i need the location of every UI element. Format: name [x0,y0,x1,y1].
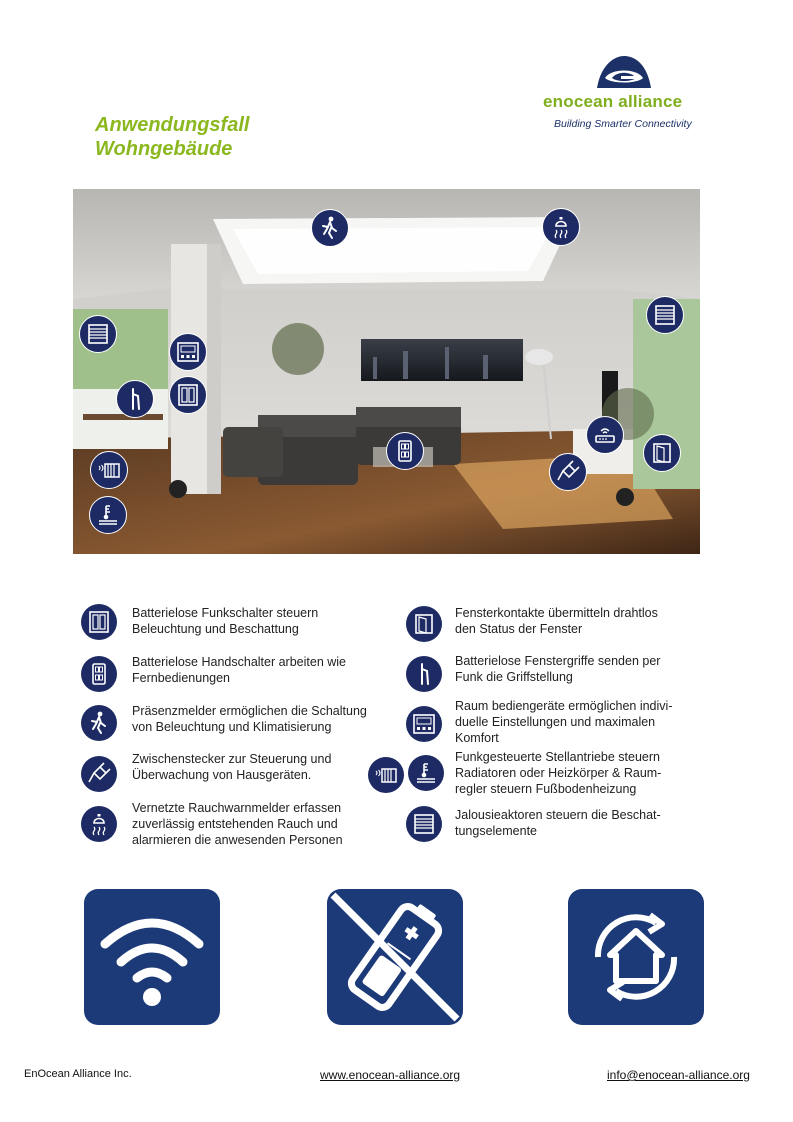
marker-floor-heating [89,496,127,534]
legend-text-blinds: Jalousieaktoren steuern die Beschat- tungselemente [455,808,661,838]
marker-window-contact [643,434,681,472]
sustainable-home-feature-tile [568,889,704,1025]
footer-company: EnOcean Alliance Inc. [24,1068,132,1080]
legend-text-radiator: Funkgesteuerte Stellantriebe steuern Radiatoren oder Heizkörper & Raum- regler steuern Fußbodenheizung [455,750,662,796]
living-room-image [73,189,700,554]
legend-icon-floor-heating [408,755,444,791]
window-handle-icon [411,661,437,687]
legend-icon-room-control [406,706,442,742]
double-rocker-switch-icon [86,609,112,635]
title-line-1: Anwendungsfall [95,114,250,136]
handheld-remote-icon [86,661,112,687]
footer-email-link[interactable]: info@enocean-alliance.org [607,1068,750,1082]
legend-text-plug: Zwischenstecker zur Steuerung und Überwachung von Hausgeräten. [132,752,332,782]
legend-text-motion-sensor: Präsenzmelder ermöglichen die Schaltung von Beleuchtung und Klimatisierung [132,704,367,734]
no-battery-icon [327,889,463,1025]
legend-text-window-contact: Fensterkontakte übermitteln drahtlos den Status der Fenster [455,606,658,636]
thermometer-floor-heating-icon [95,502,121,528]
window-contact-icon [411,611,437,637]
marker-room-control [169,333,207,371]
legend-icon-motion-sensor [81,705,117,741]
wireless-gateway-icon [592,422,618,448]
marker-motion-sensor [311,209,349,247]
blinds-icon [411,811,437,837]
page-title [95,113,249,161]
legend-text-room-control: Raum bediengeräte ermöglichen indivi- duelle Einstellungen und maximalen Komfort [455,699,673,745]
marker-radiator [90,451,128,489]
eye-logo-icon [595,56,653,90]
blinds-icon [652,302,678,328]
window-contact-icon [649,440,675,466]
legend-text-rocker-switch: Batterielose Funkschalter steuern Beleuchtung und Beschattung [132,606,319,636]
walking-person-icon [317,215,343,241]
batteryless-feature-tile [327,889,463,1025]
marker-rocker-switch [169,376,207,414]
marker-smoke-alarm [542,208,580,246]
enocean-logo [540,56,710,136]
title-line-2: Wohngebäude [95,138,233,160]
smoke-alarm-icon [548,214,574,240]
blinds-icon [85,321,111,347]
legend-icon-rocker-switch [81,604,117,640]
logo-tagline: Building Smarter Connectivity [554,118,692,130]
logo-name: enocean alliance [543,92,683,111]
wireless-feature-tile [84,889,220,1025]
walking-person-icon [86,710,112,736]
legend-text-window-handle: Batterielose Fenstergriffe senden per Funk die Griffstellung [455,654,661,684]
window-handle-icon [122,386,148,412]
wifi-icon [97,902,207,1012]
marker-window-handle [116,380,154,418]
plug-icon [86,761,112,787]
room-control-panel-icon [175,339,201,365]
legend-icon-window-handle [406,656,442,692]
marker-blinds-left [79,315,117,353]
radiator-valve-icon [96,457,122,483]
legend-icon-radiator [368,757,404,793]
radiator-valve-icon [373,762,399,788]
thermometer-floor-heating-icon [413,760,439,786]
marker-plug [549,453,587,491]
legend-text-handheld-remote: Batterielose Handschalter arbeiten wie Fernbedienungen [132,655,347,685]
legend-icon-blinds [406,806,442,842]
living-room-illustration [73,189,700,554]
plug-icon [555,459,581,485]
footer-website-link[interactable]: www.enocean-alliance.org [320,1068,461,1082]
legend-icon-handheld-remote [81,656,117,692]
legend-icon-window-contact [406,606,442,642]
marker-blinds-right [646,296,684,334]
smoke-alarm-icon [86,811,112,837]
legend-icon-plug [81,756,117,792]
legend-icon-smoke-alarm [81,806,117,842]
house-cycle-icon [576,897,696,1017]
legend-text-smoke-alarm: Vernetzte Rauchwarnmelder erfassen zuverlässig entstehenden Rauch und alarmieren die anwesenden Personen [132,801,343,847]
marker-handheld-remote [386,432,424,470]
double-rocker-switch-icon [175,382,201,408]
handheld-remote-icon [392,438,418,464]
marker-gateway [586,416,624,454]
room-control-panel-icon [411,711,437,737]
